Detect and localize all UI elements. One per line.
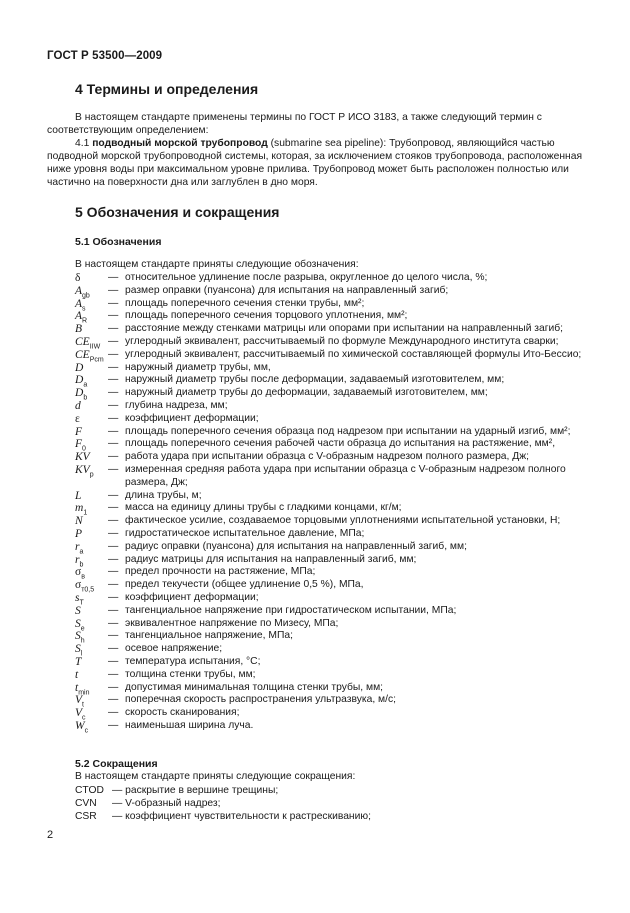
dash: — xyxy=(108,335,119,347)
symbol-row xyxy=(75,554,595,567)
symbol-letter: CE xyxy=(75,335,90,348)
dash: — xyxy=(108,502,119,514)
symbol-letter: F xyxy=(75,438,83,451)
symbol-row xyxy=(75,541,595,554)
abbreviation-definition: — раскрытие в вершине трещины; xyxy=(112,785,279,796)
subsection-5-1-title: 5.1 Обозначения xyxy=(75,236,162,248)
term-name: подводный морской трубопровод xyxy=(92,138,268,149)
symbol-letter: d xyxy=(75,399,81,412)
symbol-row xyxy=(75,272,595,285)
symbol xyxy=(75,464,107,482)
symbol-row xyxy=(75,336,595,349)
symbol-subscript: b xyxy=(83,394,88,402)
dash: — xyxy=(108,361,119,373)
symbol-subscript: IIW xyxy=(89,343,101,351)
symbol-row xyxy=(75,490,595,503)
symbol-letter: N xyxy=(75,515,83,528)
symbol-letter: ε xyxy=(75,412,80,425)
symbol-letter: A xyxy=(75,297,83,310)
dash: — xyxy=(108,515,119,527)
symbol-letter: A xyxy=(75,284,83,297)
dash: — xyxy=(108,540,119,552)
abbreviation-row xyxy=(75,797,595,810)
symbol-row xyxy=(75,374,595,387)
dash: — xyxy=(108,681,119,693)
symbol-definition: тангенциальное напряжение, МПа; xyxy=(125,630,293,642)
symbol-definition: коэффициент деформации; xyxy=(125,412,259,424)
dash: — xyxy=(108,463,119,475)
term-number: 4.1 xyxy=(75,138,90,149)
symbol xyxy=(75,323,107,336)
symbol-definition: поперечная скорость распространения ультразвука, м/с; xyxy=(125,694,396,706)
dash: — xyxy=(108,387,119,399)
section-4-title: 4 Термины и определения xyxy=(75,81,259,97)
symbol-row xyxy=(75,400,595,413)
symbol xyxy=(75,669,107,682)
subsection-5-1-lead: В настоящем стандарте приняты следующие обозначения: xyxy=(75,259,359,270)
symbol-definition: допустимая минимальная толщина стенки трубы, мм; xyxy=(125,681,384,693)
abbreviation: CTOD xyxy=(75,785,104,796)
symbol xyxy=(75,605,107,618)
symbol-letter: T xyxy=(75,655,82,668)
symbol xyxy=(75,362,107,375)
symbol-letter: L xyxy=(75,489,82,502)
symbol-row xyxy=(75,451,595,464)
symbol xyxy=(75,515,107,528)
symbol-subscript: т0,5 xyxy=(81,586,95,594)
symbol-letter: S xyxy=(75,617,81,630)
subsection-5-2-lead: В настоящем стандарте приняты следующие сокращения: xyxy=(75,771,356,782)
dash: — xyxy=(108,412,119,424)
symbol-row xyxy=(75,413,595,426)
symbol xyxy=(75,272,107,285)
symbol-definition: площадь поперечного сечения торцового уплотнения, мм²; xyxy=(125,310,408,322)
symbol-row xyxy=(75,630,595,643)
symbol-letter: σ xyxy=(75,579,82,592)
abbreviations-list xyxy=(75,784,595,823)
symbol xyxy=(75,413,107,426)
symbol-subscript: s xyxy=(82,304,86,312)
dash: — xyxy=(108,451,119,463)
dash: — xyxy=(108,630,119,642)
symbol-letter: r xyxy=(75,540,80,553)
symbol-subscript: a xyxy=(83,381,88,389)
abbreviation: CSR xyxy=(75,811,97,822)
symbol-letter: V xyxy=(75,707,83,720)
section-5-title: 5 Обозначения и сокращения xyxy=(75,204,280,220)
symbols-list xyxy=(75,272,595,733)
symbol-row xyxy=(75,310,595,323)
symbol-letter: CE xyxy=(75,348,90,361)
symbol-subscript: h xyxy=(80,637,85,645)
symbol-letter: S xyxy=(75,630,81,643)
dash: — xyxy=(108,579,119,591)
symbol-letter: KV xyxy=(75,451,90,464)
symbol xyxy=(75,720,107,738)
dash: — xyxy=(108,310,119,322)
dash: — xyxy=(108,399,119,411)
symbol-letter: S xyxy=(75,643,81,656)
symbol-subscript: min xyxy=(78,688,90,696)
symbol-letter: D xyxy=(75,374,84,387)
symbol-letter: A xyxy=(75,310,83,323)
symbol-definition: масса на единицу длины трубы с гладкими концами, кг/м; xyxy=(125,502,402,514)
symbol-row xyxy=(75,285,595,298)
symbol-letter: P xyxy=(75,527,83,540)
abbreviation-row xyxy=(75,784,595,797)
dash: — xyxy=(108,438,119,450)
symbol-row xyxy=(75,682,595,695)
symbol-definition: площадь поперечного сечения рабочей части образца до испытания на растяжение, мм², xyxy=(125,438,556,450)
symbol-row xyxy=(75,426,595,439)
symbol-row xyxy=(75,720,595,733)
page-number: 2 xyxy=(47,829,54,841)
subsection-5-2-title: 5.2 Сокращения xyxy=(75,758,158,770)
dash: — xyxy=(108,668,119,680)
symbol-subscript: 0 xyxy=(82,445,86,453)
section-4-intro: В настоящем стандарте применены термины по ГОСТ Р ИСО 3183, а также следующий термин с соответствующим определением: xyxy=(47,112,542,136)
symbol-row xyxy=(75,566,595,579)
symbol-definition: радиус оправки (пуансона) для испытания на направленный загиб, мм; xyxy=(125,540,467,552)
symbol-definition: наименьшая ширина луча. xyxy=(125,719,254,731)
symbol-letter: r xyxy=(75,553,80,566)
symbol-row xyxy=(75,298,595,311)
symbol-subscript: c xyxy=(84,727,89,735)
symbol-letter: σ xyxy=(75,566,82,579)
symbol-row xyxy=(75,669,595,682)
abbreviation-definition: — коэффициент чувствительности к растрескиванию; xyxy=(112,811,371,822)
symbol-row xyxy=(75,656,595,669)
symbol-subscript: 1 xyxy=(83,509,88,517)
symbol-letter: B xyxy=(75,323,83,336)
symbol-row xyxy=(75,464,595,490)
symbol-row xyxy=(75,387,595,400)
dash: — xyxy=(108,566,119,578)
dash: — xyxy=(108,553,119,565)
symbol-definition: наружный диаметр трубы до деформации, задаваемый изготовителем, мм; xyxy=(125,387,488,399)
symbol-row xyxy=(75,643,595,656)
abbreviation-row xyxy=(75,810,595,823)
symbol xyxy=(75,490,107,503)
dash: — xyxy=(108,323,119,335)
symbol-row xyxy=(75,362,595,375)
symbol-definition: толщина стенки трубы, мм; xyxy=(125,668,256,680)
symbol-subscript: Pcm xyxy=(89,356,104,364)
symbol-subscript: T xyxy=(79,599,84,607)
dash: — xyxy=(108,694,119,706)
symbol-definition: радиус матрицы для испытания на направленный загиб, мм; xyxy=(125,553,417,565)
symbol-subscript: c xyxy=(82,714,86,722)
dash: — xyxy=(108,604,119,616)
dash: — xyxy=(108,719,119,731)
dash: — xyxy=(108,348,119,360)
symbol-definition: наружный диаметр трубы после деформации, задаваемый изготовителем, мм; xyxy=(125,374,505,386)
symbol-subscript: b xyxy=(79,560,84,568)
symbol-letter: V xyxy=(75,694,83,707)
symbol-subscript: t xyxy=(82,701,84,709)
symbol-definition: площадь поперечного сечения образца под надрезом при испытании на ударный изгиб, мм²; xyxy=(125,425,571,437)
symbol-definition: размер оправки (пуансона) для испытания на направленный загиб; xyxy=(125,284,449,296)
symbol-row xyxy=(75,592,595,605)
symbol-letter: s xyxy=(75,591,80,604)
dash: — xyxy=(108,655,119,667)
symbol-letter: W xyxy=(75,719,85,732)
symbol-definition: углеродный эквивалент, рассчитываемый по формуле Международного института сварки; xyxy=(125,335,559,347)
symbol-subscript: p xyxy=(89,471,94,479)
symbol-row xyxy=(75,438,595,451)
symbol-definition: относительное удлинение после разрыва, округленное до целого числа, %; xyxy=(125,272,488,283)
symbol-letter: δ xyxy=(75,272,81,284)
symbol-letter: F xyxy=(75,425,83,438)
symbol-row xyxy=(75,707,595,720)
symbol-definition: предел прочности на растяжение, МПа; xyxy=(125,566,316,578)
symbol-letter: t xyxy=(75,668,79,681)
dash: — xyxy=(108,374,119,386)
dash: — xyxy=(108,617,119,629)
abbreviation: CVN xyxy=(75,798,97,809)
symbol-row xyxy=(75,579,595,592)
dash: — xyxy=(108,425,119,437)
symbol-letter: t xyxy=(75,681,79,694)
term-definition: (submarine sea pipeline): Трубопровод, являющийся частью подводной морской трубопроводной системы, которая, за исключением стояков трубопровода, расположенная ниже уровня воды при максимальном уровне прилива. Трубопровод может быть расположен полностью или частично на поверхности дна или заглублен в дно моря. xyxy=(47,138,583,188)
symbol-definition: скорость сканирования; xyxy=(125,707,240,719)
symbol-definition: площадь поперечного сечения стенки трубы, мм²; xyxy=(125,297,365,309)
symbol-definition: осевое напряжение; xyxy=(125,643,223,655)
symbol-definition: гидростатическое испытательное давление, МПа; xyxy=(125,527,365,539)
symbol-definition: предел текучести (общее удлинение 0,5 %), МПа, xyxy=(125,579,364,591)
symbol-subscript: l xyxy=(80,650,83,658)
symbol-letter: m xyxy=(75,502,84,515)
symbol xyxy=(75,528,107,541)
symbol-definition: тангенциальное напряжение при гидростатическом испытании, МПа; xyxy=(125,604,457,616)
dash: — xyxy=(108,272,119,283)
symbol-definition: длина трубы, м; xyxy=(125,489,202,501)
symbol-row xyxy=(75,618,595,631)
symbol xyxy=(75,451,107,464)
symbol-row xyxy=(75,502,595,515)
dash: — xyxy=(108,643,119,655)
dash: — xyxy=(108,297,119,309)
symbol-definition: фактическое усилие, создаваемое торцовыми уплотнениями испытательной установки, Н; xyxy=(125,515,561,527)
symbol-definition: коэффициент деформации; xyxy=(125,591,259,603)
symbol-row xyxy=(75,528,595,541)
dash: — xyxy=(108,707,119,719)
symbol-definition: работа удара при испытании образца с V-образным надрезом полного размера, Дж; xyxy=(125,451,529,463)
dash: — xyxy=(108,591,119,603)
term-4-1 xyxy=(47,137,588,189)
symbol xyxy=(75,656,107,669)
symbol-definition: наружный диаметр трубы, мм, xyxy=(125,361,271,373)
symbol-letter: S xyxy=(75,604,81,617)
symbol-definition: температура испытания, °С; xyxy=(125,655,261,667)
symbol-subscript: gb xyxy=(82,292,90,300)
dash: — xyxy=(108,527,119,539)
symbol-subscript: e xyxy=(80,624,85,632)
symbol-definition: глубина надреза, мм; xyxy=(125,399,228,411)
symbol-letter: D xyxy=(75,387,84,400)
symbol-row xyxy=(75,323,595,336)
symbol-row xyxy=(75,605,595,618)
symbol-subscript: a xyxy=(79,548,84,556)
dash: — xyxy=(108,489,119,501)
symbol xyxy=(75,426,107,439)
symbol-row xyxy=(75,694,595,707)
symbol-definition: расстояние между стенками матрицы или опорами при испытании на направленный загиб; xyxy=(125,323,564,335)
symbol-subscript: в xyxy=(81,573,85,581)
symbol-subscript: R xyxy=(82,317,88,325)
dash: — xyxy=(108,284,119,296)
symbol-definition: углеродный эквивалент, рассчитываемый по химической составляющей формулы Ито-Бессио; xyxy=(125,348,582,360)
abbreviation-definition: — V-образный надрез; xyxy=(112,798,221,809)
running-header: ГОСТ Р 53500—2009 xyxy=(47,50,163,62)
symbol-letter: D xyxy=(75,361,84,374)
symbol-row xyxy=(75,515,595,528)
symbol-letter: KV xyxy=(75,463,90,476)
symbol xyxy=(75,400,107,413)
symbol-row xyxy=(75,349,595,362)
symbol-definition: измеренная средняя работа удара при испытании образца с V-образным надрезом полного размера, Дж; xyxy=(125,463,566,488)
symbol-definition: эквивалентное напряжение по Мизесу, МПа; xyxy=(125,617,339,629)
